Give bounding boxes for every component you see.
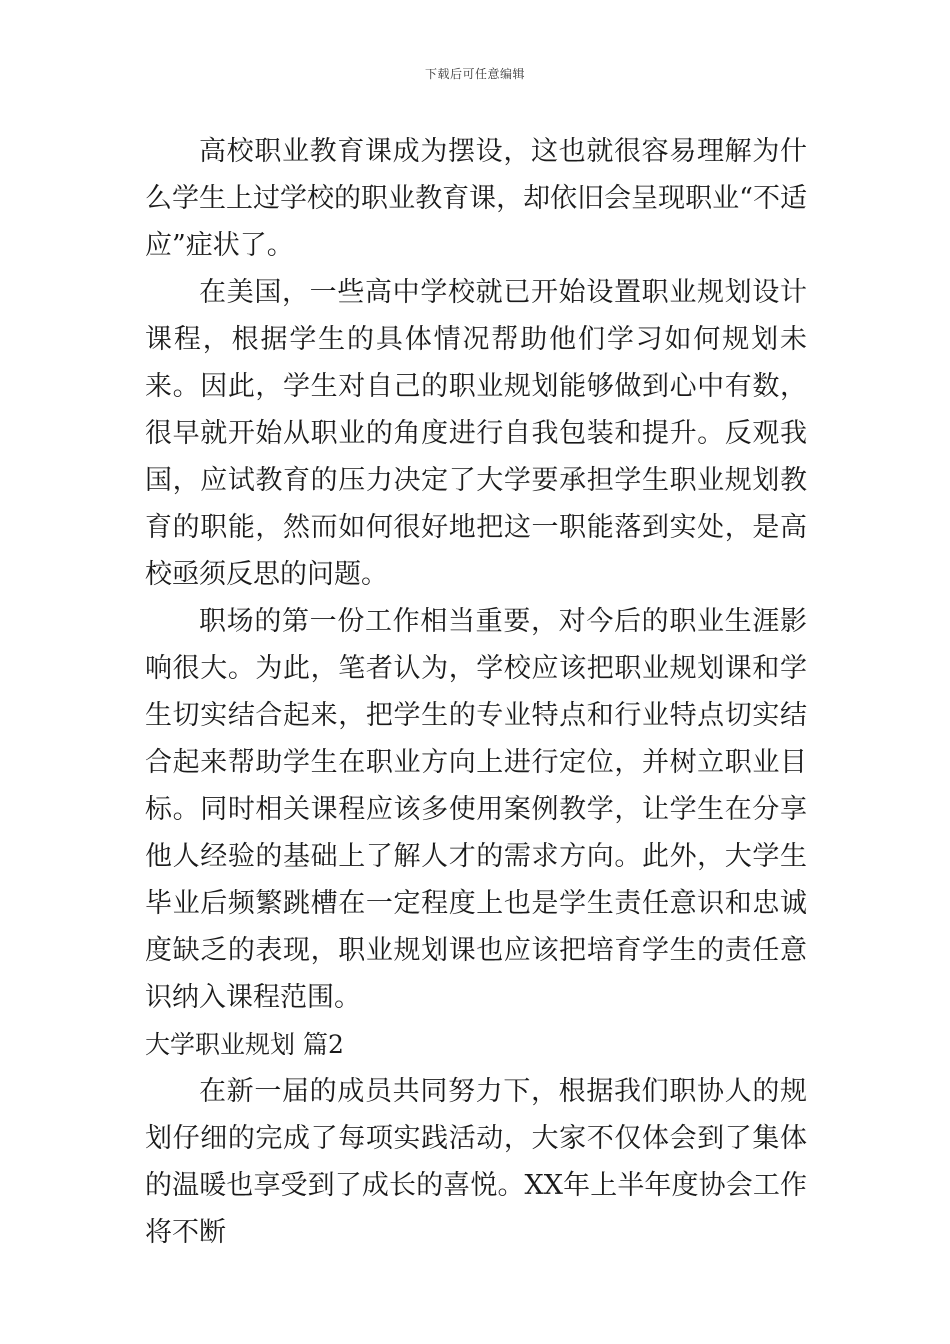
paragraph-4: 在新一届的成员共同努力下，根据我们职协人的规划仔细的完成了每项实践活动，大家不仅体会到了集体的温暖也享受到了成长的喜悦。XX年上半年度协会工作将不断 — [145, 1076, 807, 1248]
page-header-note: 下载后可任意编辑 — [424, 67, 525, 81]
paragraph-2: 在美国，一些高中学校就已开始设置职业规划设计课程，根据学生的具体情况帮助他们学习如何规划未来。因此，学生对自己的职业规划能够做到心中有数，很早就开始从职业的角度进行自我包装和提升。反观我国，应试教育的压力决定了大学要承担学生职业规划教育的职能，然而如何很好地把这一职能落到实处，是高校亟须反思的问题。 — [145, 277, 807, 590]
section-title: 大学职业规划 篇2 — [145, 1030, 344, 1059]
document-body — [145, 128, 807, 1256]
paragraph-3: 职场的第一份工作相当重要，对今后的职业生涯影响很大。为此，笔者认为，学校应该把职业规划课和学生切实结合起来，把学生的专业特点和行业特点切实结合起来帮助学生在职业方向上进行定位，并树立职业目标。同时相关课程应该多使用案例教学，让学生在分享他人经验的基础上了解人才的需求方向。此外，大学生毕业后频繁跳槽在一定程度上也是学生责任意识和忠诚度缺乏的表现，职业规划课也应该把培育学生的责任意识纳入课程范围。 — [145, 606, 807, 1013]
paragraph-1: 高校职业教育课成为摆设，这也就很容易理解为什么学生上过学校的职业教育课，却依旧会呈现职业“不适应”症状了。 — [145, 136, 807, 261]
